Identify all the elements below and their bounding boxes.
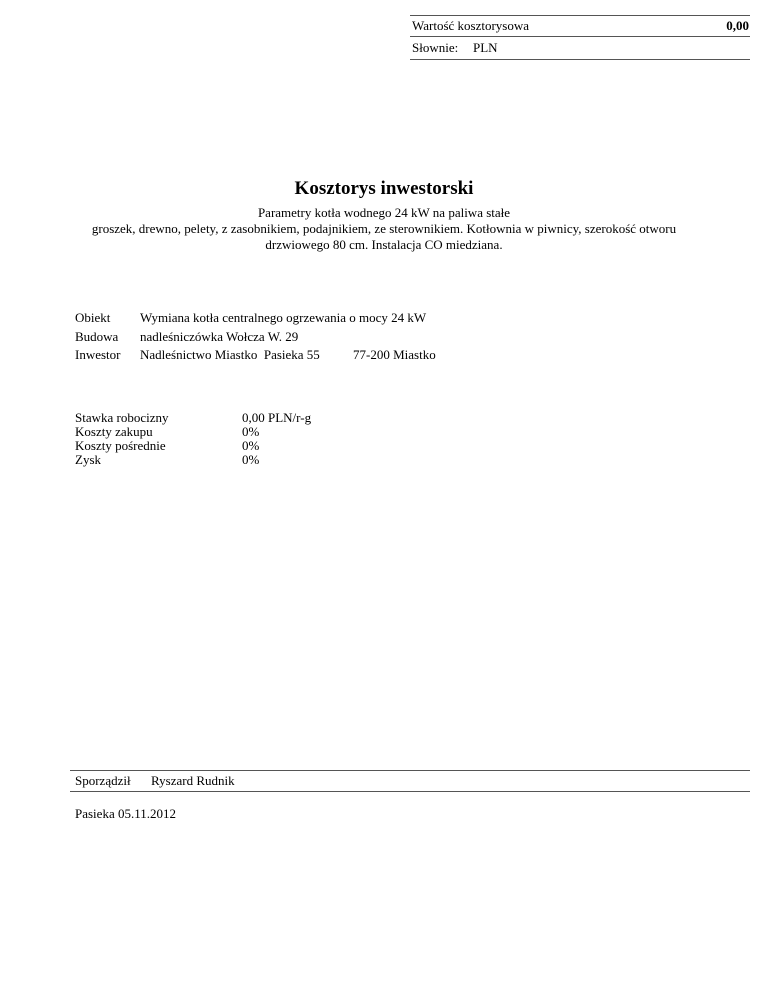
words-label: Słownie:: [412, 40, 459, 55]
header-bottom-rule: [410, 59, 750, 60]
object-value: Wymiana kotła centralnego ogrzewania o mocy 24 kW: [140, 310, 427, 325]
investor-value: Nadleśnictwo Miastko Pasieka 55: [140, 347, 320, 362]
description-line: Parametry kotła wodnego 24 kW na paliwa stałe: [257, 205, 511, 220]
description-line: groszek, drewno, pelety, z zasobnikiem, podajnikiem, ze sterownikiem. Kotłownia w piwnicy, szerokość otworu: [91, 221, 677, 236]
labor-rate-label: Stawka robocizny: [75, 410, 169, 425]
investor-label: Inwestor: [75, 347, 121, 362]
indirect-cost-label: Koszty pośrednie: [75, 438, 166, 453]
prepared-by-value: Ryszard Rudnik: [151, 773, 235, 788]
header-top-rule: [410, 15, 750, 16]
words-value: PLN: [473, 40, 498, 55]
header-mid-rule: [410, 36, 750, 37]
investor-city: 77-200 Miastko: [353, 347, 436, 362]
description: [60, 205, 708, 253]
object-label: Obiekt: [75, 310, 111, 325]
labor-rate-value: 0,00 PLN/r-g: [242, 410, 312, 425]
value-label: Wartość kosztorysowa: [412, 18, 530, 33]
site-value: nadleśniczówka Wołcza W. 29: [140, 329, 299, 344]
profit-label: Zysk: [75, 452, 101, 467]
prepared-by-label: Sporządził: [75, 773, 131, 788]
profit-value: 0%: [242, 452, 260, 467]
purchase-cost-label: Koszty zakupu: [75, 424, 153, 439]
footer-top-rule: [70, 770, 750, 771]
document-title: Kosztorys inwestorski: [294, 178, 474, 199]
indirect-cost-value: 0%: [242, 438, 260, 453]
site-label: Budowa: [75, 329, 119, 344]
description-line: drzwiowego 80 cm. Instalacja CO miedziana.: [265, 237, 503, 252]
purchase-cost-value: 0%: [242, 424, 260, 439]
place-date: Pasieka 05.11.2012: [75, 806, 176, 821]
value-amount: 0,00: [726, 18, 749, 33]
footer-bottom-rule: [70, 791, 750, 792]
